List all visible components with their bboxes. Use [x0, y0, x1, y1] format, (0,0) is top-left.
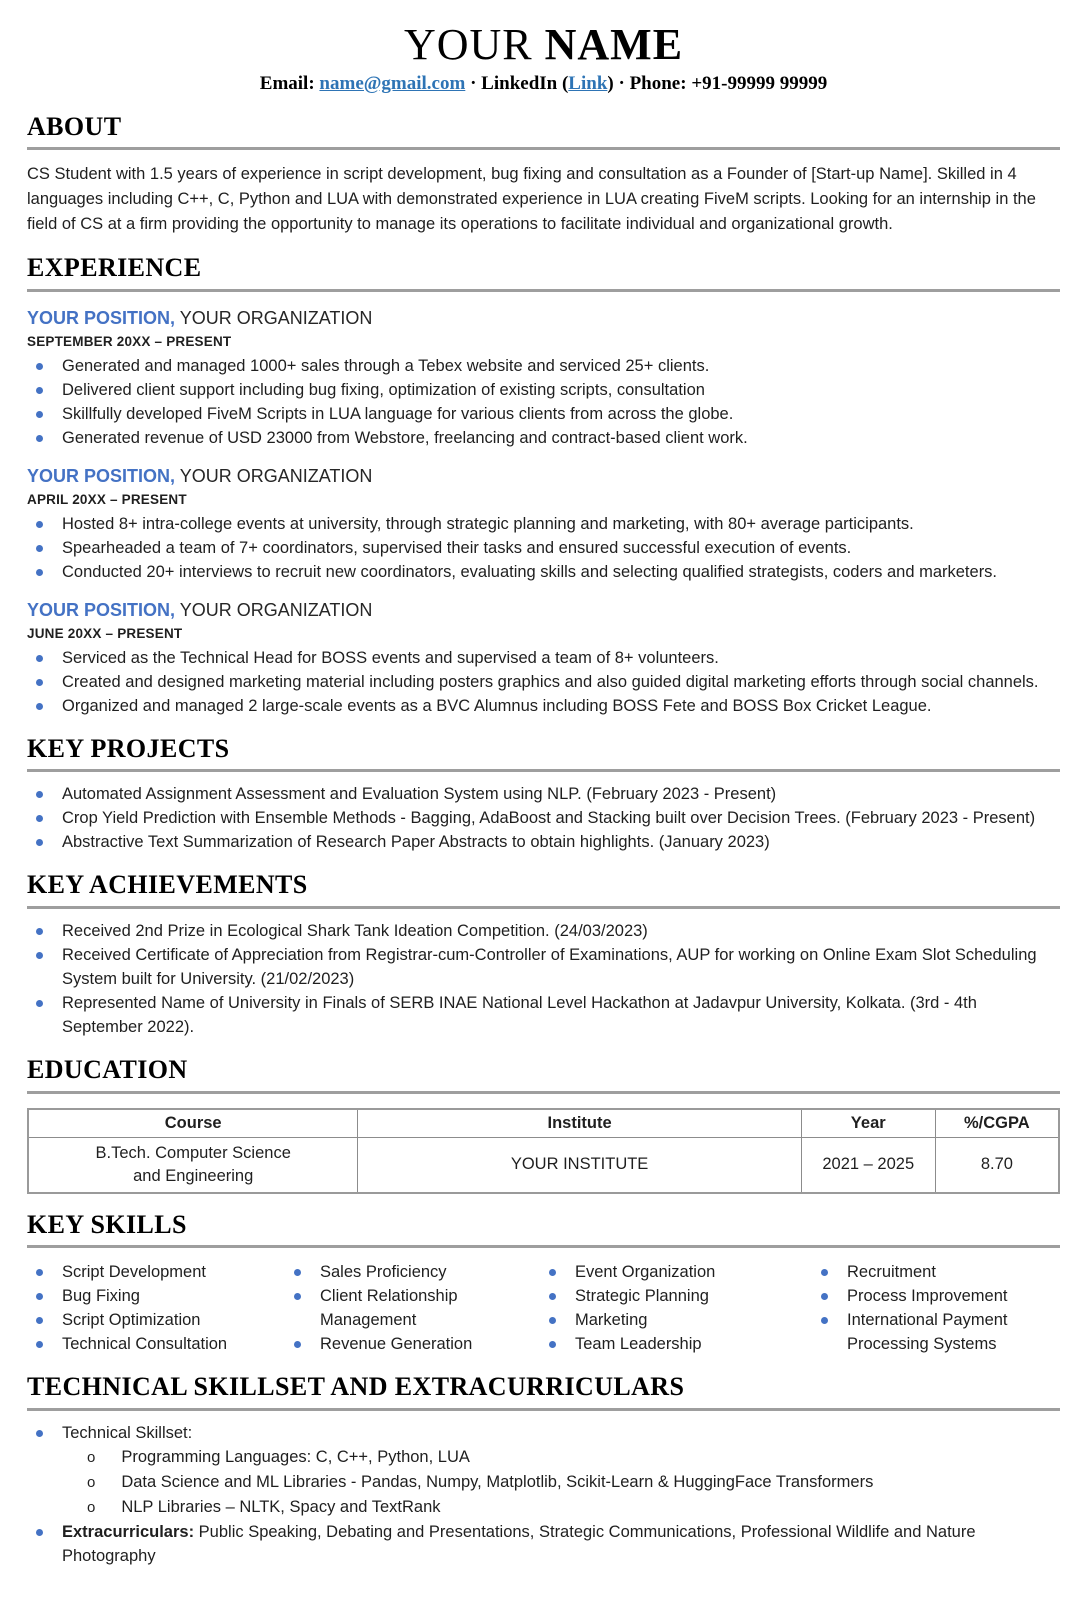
- sub-bullet-text: Data Science and ML Libraries - Pandas, Numpy, Matplotlib, Scikit-Learn & HuggingFace Transformers: [121, 1472, 874, 1491]
- separator-dot: ·: [470, 72, 477, 94]
- skills-column-2: [285, 1260, 540, 1356]
- phone-label: Phone:: [629, 72, 687, 94]
- skills-column-3: [540, 1260, 812, 1356]
- phone-value: +91-99999 99999: [691, 72, 828, 94]
- skill-label: Team Leadership: [575, 1335, 702, 1354]
- list-item: [27, 354, 1060, 378]
- bullet-icon: [821, 1269, 828, 1276]
- job-organization: YOUR ORGANIZATION: [179, 599, 373, 620]
- list-item: [27, 512, 1060, 536]
- list-item: [27, 943, 1060, 991]
- section-title-key-skills: KEY SKILLS: [27, 1211, 1060, 1249]
- bullet-icon: [36, 363, 43, 370]
- list-item: [27, 782, 1060, 806]
- bullet-text: Created and designed marketing material including posters graphics and also guided digital marketing efforts through social channels.: [62, 672, 1039, 691]
- list-item: [812, 1284, 1060, 1308]
- job-organization: YOUR ORGANIZATION: [179, 307, 373, 328]
- bullet-icon: [36, 928, 43, 935]
- bullet-text: Spearheaded a team of 7+ coordinators, supervised their tasks and ensured successful execution of events.: [62, 538, 852, 557]
- job-bullet-list: [27, 646, 1060, 718]
- bullet-icon: [36, 655, 43, 662]
- list-item: [27, 670, 1060, 694]
- bullet-text: Serviced as the Technical Head for BOSS events and supervised a team of 8+ volunteers.: [62, 648, 719, 667]
- bullet-text: Organized and managed 2 large-scale events as a BVC Alumnus including BOSS Fete and BOSS Box Cricket League.: [62, 696, 932, 715]
- section-title-about: ABOUT: [27, 113, 1060, 151]
- bullet-icon: [821, 1317, 828, 1324]
- key-skills-grid: [27, 1260, 1060, 1356]
- column-header-cgpa: %/CGPA: [935, 1109, 1059, 1138]
- column-header-institute: Institute: [358, 1109, 801, 1138]
- section-title-experience: EXPERIENCE: [27, 254, 1060, 292]
- skill-label: Client Relationship Management: [320, 1287, 458, 1330]
- cell-year: 2021 – 2025: [801, 1137, 935, 1193]
- bullet-icon: [294, 1269, 301, 1276]
- bullet-icon: [36, 521, 43, 528]
- bullet-text: Delivered client support including bug fixing, optimization of existing scripts, consultation: [62, 380, 705, 399]
- list-item: [27, 1308, 285, 1332]
- bullet-icon: [36, 435, 43, 442]
- section-title-technical: TECHNICAL SKILLSET AND EXTRACURRICULARS: [27, 1373, 1060, 1411]
- job-position: YOUR POSITION,: [27, 465, 176, 486]
- job-entry: [27, 598, 1060, 718]
- job-title: [27, 464, 1060, 488]
- job-entry: [27, 464, 1060, 584]
- skill-label: Strategic Planning: [575, 1287, 709, 1306]
- bullet-icon: [36, 387, 43, 394]
- job-organization: YOUR ORGANIZATION: [179, 465, 373, 486]
- sub-bullet-text: Programming Languages: C, C++, Python, LUA: [121, 1447, 470, 1466]
- bullet-icon: [294, 1293, 301, 1300]
- bullet-icon: [294, 1341, 301, 1348]
- technical-skillset-label: Technical Skillset:: [62, 1423, 193, 1442]
- skill-label: Script Development: [62, 1263, 206, 1282]
- column-header-course: Course: [28, 1109, 358, 1138]
- bullet-icon: [36, 1000, 43, 1007]
- technical-list: [27, 1421, 1060, 1568]
- bullet-text: Crop Yield Prediction with Ensemble Methods - Bagging, AdaBoost and Stacking built over Decision Trees. (February 2023 - Present): [62, 809, 1036, 828]
- section-title-key-projects: KEY PROJECTS: [27, 735, 1060, 773]
- education-table: [27, 1108, 1060, 1194]
- list-item: [540, 1260, 812, 1284]
- extracurriculars-text: [62, 1520, 1060, 1568]
- bullet-icon: [549, 1341, 556, 1348]
- table-row: [28, 1137, 1059, 1193]
- list-item: [27, 830, 1060, 854]
- skill-label: Process Improvement: [847, 1287, 1008, 1306]
- job-title: [27, 306, 1060, 330]
- list-item: [27, 536, 1060, 560]
- about-text: CS Student with 1.5 years of experience in script development, bug fixing and consultation as a Founder of [Start-up Name]. Skilled in 4 languages including C++, C, Python and LUA with demonstrated experience in LUA creating FiveM scripts. Looking for an internship in the field of CS at a firm providing the opportunity to manage its operations to facilitate individual and organizational growth.: [27, 165, 1036, 234]
- list-item: [27, 1470, 1060, 1495]
- skill-label: Event Organization: [575, 1263, 716, 1282]
- bullet-icon: [36, 791, 43, 798]
- sub-bullet-text: NLP Libraries – NLTK, Spacy and TextRank: [121, 1497, 441, 1516]
- list-item: [27, 806, 1060, 830]
- list-item: [540, 1332, 812, 1356]
- list-item: [27, 1495, 1060, 1520]
- skill-label: Bug Fixing: [62, 1287, 140, 1306]
- bullet-icon: [36, 545, 43, 552]
- skill-label: International Payment Processing Systems: [847, 1311, 1008, 1354]
- list-item: [27, 560, 1060, 584]
- bullet-icon: [36, 703, 43, 710]
- key-projects-list: [27, 782, 1060, 854]
- sub-bullet-icon: o: [87, 1473, 96, 1491]
- cell-cgpa: 8.70: [935, 1137, 1059, 1193]
- linkedin-link[interactable]: Link: [568, 72, 608, 94]
- job-dates: SEPTEMBER 20XX – PRESENT: [27, 333, 232, 349]
- section-title-education: EDUCATION: [27, 1056, 1060, 1094]
- skill-label: Marketing: [575, 1311, 648, 1330]
- list-item: [27, 919, 1060, 943]
- table-header-row: [28, 1109, 1059, 1138]
- email-label: Email:: [259, 72, 315, 94]
- sub-bullet-icon: o: [87, 1498, 96, 1516]
- cell-course: [28, 1137, 358, 1193]
- list-item: [27, 378, 1060, 402]
- list-item: [27, 1332, 285, 1356]
- bullet-icon: [36, 952, 43, 959]
- list-item: [27, 426, 1060, 450]
- list-item: [27, 1260, 285, 1284]
- list-item: [27, 991, 1060, 1039]
- bullet-text: Received Certificate of Appreciation from Registrar-cum-Controller of Examinations, AUP for working on Online Exam Slot Scheduling System built for University. (21/02/2023): [62, 945, 1037, 988]
- bullet-icon: [36, 1269, 43, 1276]
- bullet-text: Hosted 8+ intra-college events at university, through strategic planning and marketing, with 80+ average participants.: [62, 514, 914, 533]
- bullet-text: Skillfully developed FiveM Scripts in LUA language for various clients from across the globe.: [62, 404, 734, 423]
- list-item: [27, 694, 1060, 718]
- bullet-text: Received 2nd Prize in Ecological Shark Tank Ideation Competition. (24/03/2023): [62, 921, 648, 940]
- page-title: [27, 20, 1060, 71]
- skill-label: Script Optimization: [62, 1311, 201, 1330]
- cell-institute: YOUR INSTITUTE: [358, 1137, 801, 1193]
- bullet-text: Automated Assignment Assessment and Evaluation System using NLP. (February 2023 - Present): [62, 785, 777, 804]
- list-item: [285, 1260, 540, 1284]
- list-item: [27, 1445, 1060, 1470]
- first-name: YOUR: [403, 20, 533, 69]
- skills-column-1: [27, 1260, 285, 1356]
- bullet-icon: [36, 1341, 43, 1348]
- skill-label: Recruitment: [847, 1263, 936, 1282]
- bullet-icon: [36, 815, 43, 822]
- list-item: [27, 1284, 285, 1308]
- bullet-text: Generated and managed 1000+ sales through a Tebex website and serviced 25+ clients.: [62, 356, 710, 375]
- last-name: NAME: [544, 20, 684, 69]
- job-entry: [27, 306, 1060, 450]
- job-title: [27, 598, 1060, 622]
- extracurriculars-value: Public Speaking, Debating and Presentations, Strategic Communications, Professional Wildlife and Nature Photography: [62, 1522, 976, 1565]
- list-item: [812, 1308, 1060, 1356]
- bullet-icon: [549, 1293, 556, 1300]
- separator-dot: ·: [618, 72, 625, 94]
- column-header-year: Year: [801, 1109, 935, 1138]
- section-title-key-achievements: KEY ACHIEVEMENTS: [27, 871, 1060, 909]
- bullet-icon: [36, 1529, 43, 1536]
- skill-label: Technical Consultation: [62, 1335, 228, 1354]
- list-item: [27, 1520, 1060, 1568]
- job-position: YOUR POSITION,: [27, 307, 176, 328]
- list-item: [285, 1332, 540, 1356]
- job-position: YOUR POSITION,: [27, 599, 176, 620]
- bullet-icon: [36, 1430, 43, 1437]
- skills-column-4: [812, 1260, 1060, 1356]
- list-item: [27, 646, 1060, 670]
- bullet-icon: [549, 1317, 556, 1324]
- job-bullet-list: [27, 512, 1060, 584]
- bullet-icon: [36, 1293, 43, 1300]
- list-item: [540, 1308, 812, 1332]
- bullet-icon: [36, 679, 43, 686]
- bullet-icon: [36, 411, 43, 418]
- list-item: [285, 1284, 540, 1332]
- list-item: [27, 402, 1060, 426]
- list-item: [540, 1284, 812, 1308]
- bullet-icon: [36, 839, 43, 846]
- bullet-icon: [36, 569, 43, 576]
- bullet-text: Conducted 20+ interviews to recruit new coordinators, evaluating skills and selecting qualified strategists, coders and marketers.: [62, 562, 998, 581]
- job-dates: JUNE 20XX – PRESENT: [27, 625, 183, 641]
- skill-label: Sales Proficiency: [320, 1263, 447, 1282]
- list-item: [27, 1421, 1060, 1445]
- skill-label: Revenue Generation: [320, 1335, 473, 1354]
- course-value: B.Tech. Computer Science and Engineering: [95, 1143, 291, 1185]
- extracurriculars-label: Extracurriculars:: [62, 1522, 195, 1541]
- linkedin-label: LinkedIn (: [481, 72, 569, 94]
- contact-line: [27, 72, 1060, 96]
- bullet-icon: [549, 1269, 556, 1276]
- bullet-icon: [821, 1293, 828, 1300]
- job-bullet-list: [27, 354, 1060, 450]
- email-link[interactable]: name@gmail.com: [319, 72, 466, 94]
- linkedin-close-paren: ): [607, 72, 614, 94]
- bullet-icon: [36, 1317, 43, 1324]
- list-item: [812, 1260, 1060, 1284]
- key-achievements-list: [27, 919, 1060, 1039]
- job-dates: APRIL 20XX – PRESENT: [27, 491, 187, 507]
- bullet-text: Represented Name of University in Finals of SERB INAE National Level Hackathon at Jadavpur University, Kolkata. (3rd - 4th September 2022).: [62, 993, 977, 1036]
- bullet-text: Generated revenue of USD 23000 from Webstore, freelancing and contract-based client work.: [62, 428, 748, 447]
- bullet-text: Abstractive Text Summarization of Research Paper Abstracts to obtain highlights. (January 2023): [62, 833, 770, 852]
- sub-bullet-icon: o: [87, 1448, 96, 1466]
